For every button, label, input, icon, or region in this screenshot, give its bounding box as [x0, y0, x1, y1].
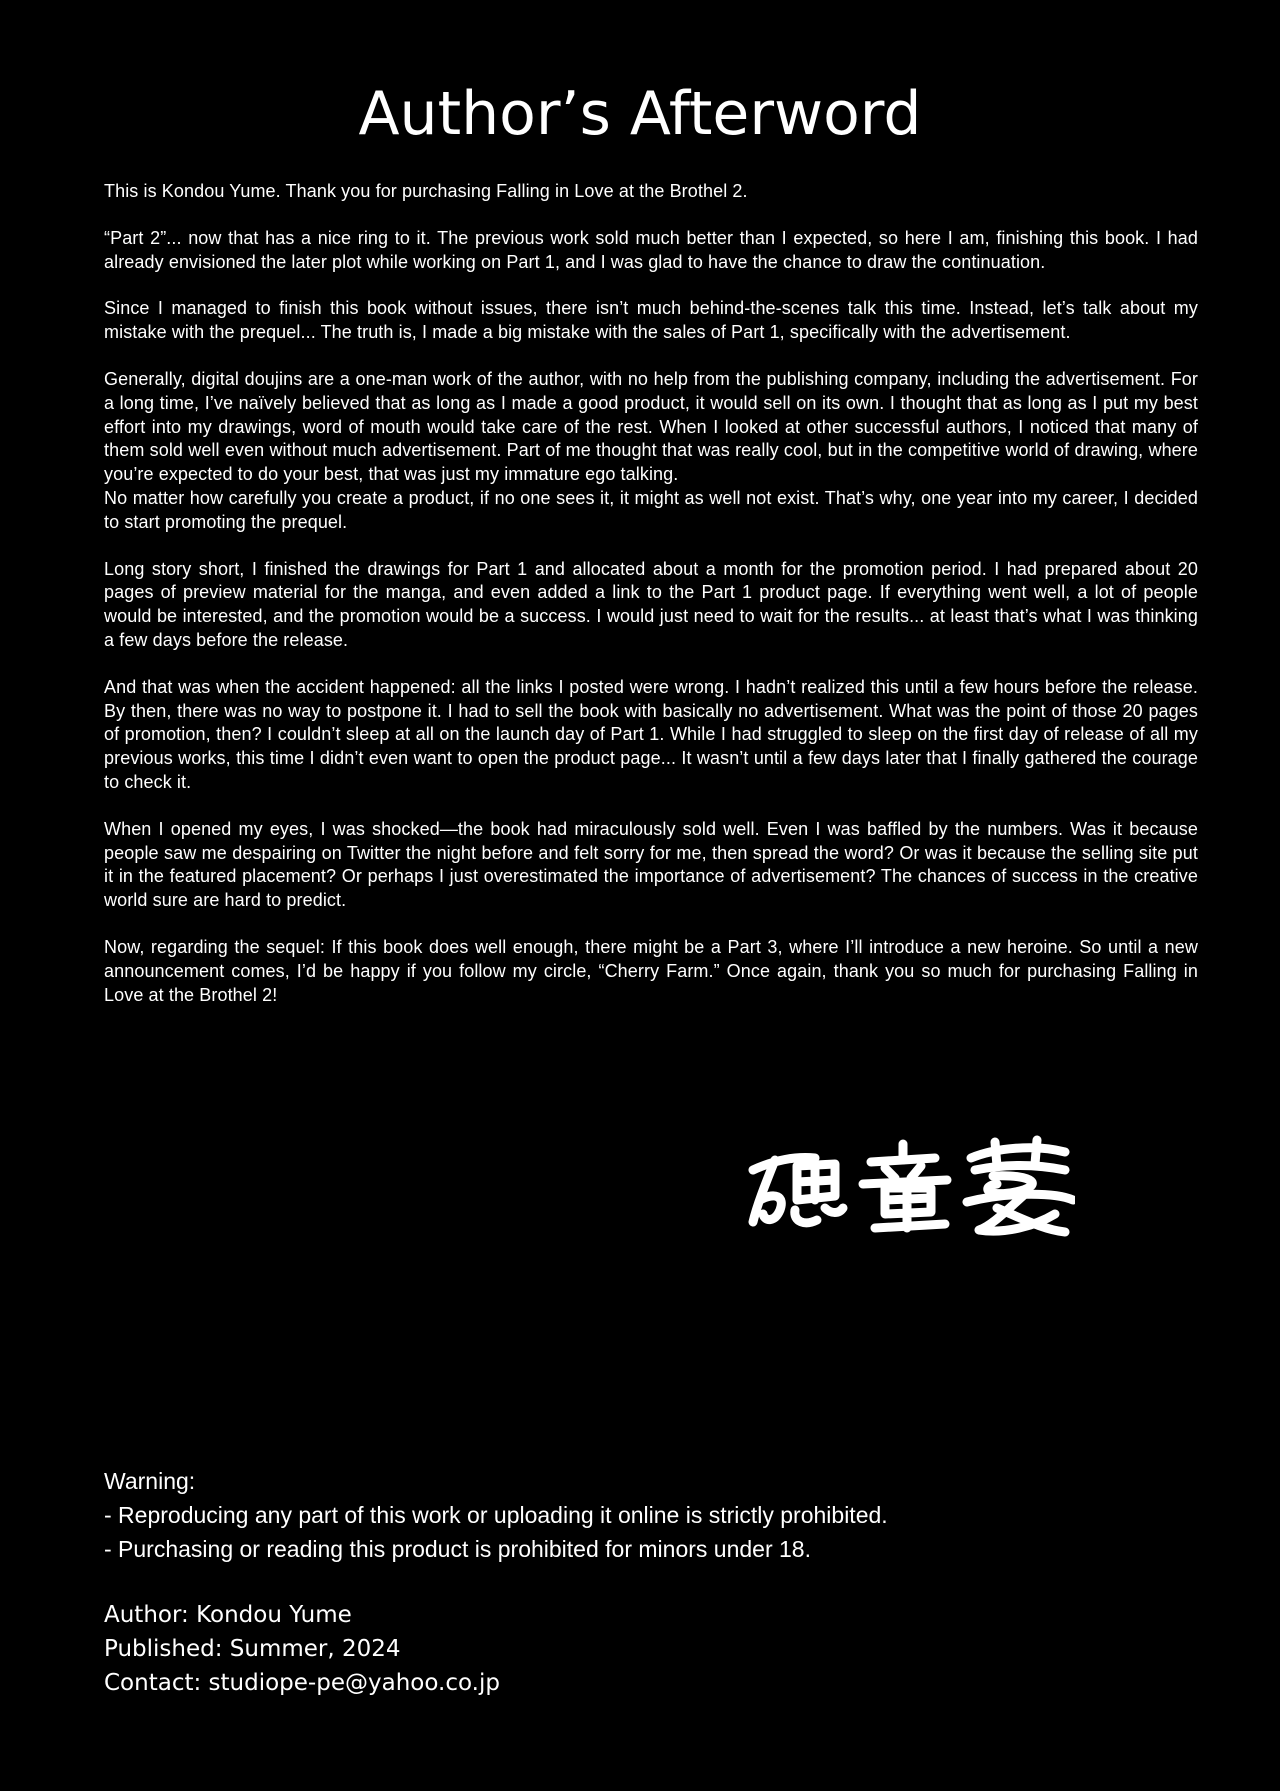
- credit-contact: Contact: studiope-pe@yahoo.co.jp: [104, 1670, 500, 1696]
- paragraph-advertisement: Generally, digital doujins are a one-man work of the author, with no help from the publishing company, including the advertisement. For a long time, I’ve naïvely believed that as long as I made a good product, it would sell on its own. I thought that as long as I put my best effort into my drawings, word of mouth would take care of the rest. When I looked at other successful authors, I noticed that many of them sold well even without much advertisement. Part of me thought that was really cool, but in the competitive world of drawing, where you’re expected to do your best, that was just my immature ego talking.: [104, 368, 1198, 485]
- warning-heading: Warning:: [104, 1468, 196, 1494]
- paragraph-promotion-decision: No matter how carefully you create a product, if no one sees it, it might as well not exist. That’s why, one year into my career, I decided to start promoting the prequel.: [104, 487, 1198, 532]
- warning-item-minors: - Purchasing or reading this product is prohibited for minors under 18.: [104, 1536, 811, 1562]
- credits-section: [104, 1598, 500, 1700]
- signature-icon: [735, 1130, 1075, 1240]
- paragraph-mistake: Since I managed to finish this book without issues, there isn’t much behind-the-scenes talk this time. Instead, let’s talk about my mistake with the prequel... The truth is, I made a big mistake with the sales of Part 1, specifically with the advertisement.: [104, 298, 1198, 343]
- paragraph-intro: This is Kondou Yume. Thank you for purchasing Falling in Love at the Brothel 2.: [104, 181, 748, 201]
- paragraph-preparation: Long story short, I finished the drawings for Part 1 and allocated about a month for the promotion period. I had prepared about 20 pages of preview material for the manga, and even added a link to the Part 1 product page. If everything went well, a lot of people would be interested, and the promotion would be a success. I would just need to wait for the results... at least that’s what I was thinking a few days before the release.: [104, 558, 1198, 650]
- page-title: Author’s Afterword: [358, 79, 922, 149]
- credit-author: Author: Kondou Yume: [104, 1602, 352, 1628]
- paragraph-accident: And that was when the accident happened: all the links I posted were wrong. I hadn’t realized this until a few hours before the release. By then, there was no way to postpone it. I had to sell the book with basically no advertisement. What was the point of those 20 pages of promotion, then? I couldn’t sleep at all on the launch day of Part 1. While I had struggled to sleep on the first day of release of all my previous works, this time I didn’t even want to open the product page... It wasn’t until a few days later that I finally gathered the courage to check it.: [104, 676, 1198, 792]
- credit-published: Published: Summer, 2024: [104, 1636, 401, 1662]
- paragraph-sequel: Now, regarding the sequel: If this book does well enough, there might be a Part 3, where I’ll introduce a new heroine. So until a new announcement comes, I’d be happy if you follow my circle, “Cherry Farm.” Once again, thank you so much for purchasing Falling in Love at the Brothel 2!: [104, 936, 1198, 1005]
- afterword-body: [104, 180, 1198, 1030]
- warning-item-reproduction: - Reproducing any part of this work or uploading it online is strictly prohibited.: [104, 1502, 888, 1528]
- warning-section: [104, 1464, 888, 1566]
- paragraph-result: When I opened my eyes, I was shocked—the book had miraculously sold well. Even I was baffled by the numbers. Was it because people saw me despairing on Twitter the night before and felt sorry for me, then spread the word? Or was it because the selling site put it in the featured placement? Or perhaps I just overestimated the importance of advertisement? The chances of success in the creative world sure are hard to predict.: [104, 818, 1198, 911]
- paragraph-part2: “Part 2”... now that has a nice ring to it. The previous work sold much better than I expected, so here I am, finishing this book. I had already envisioned the later plot while working on Part 1, and I was glad to have the chance to draw the continuation.: [104, 227, 1198, 272]
